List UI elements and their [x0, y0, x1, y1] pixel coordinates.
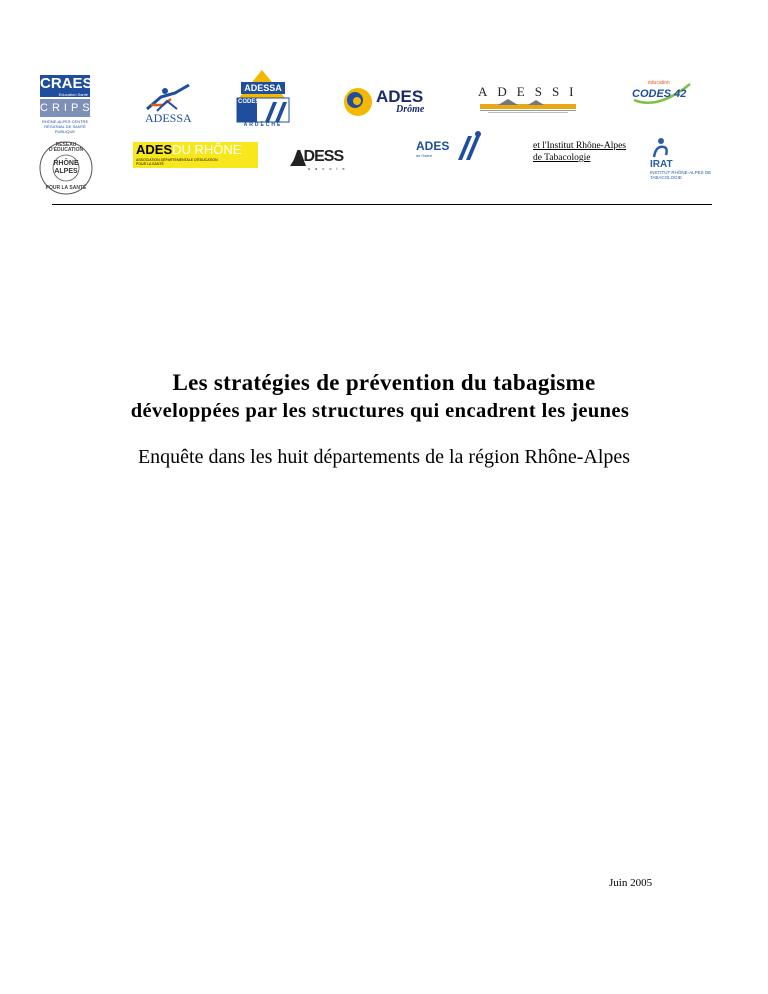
- adessi-main-text: ADESSI: [478, 84, 584, 99]
- adess-savoie-sub-text: savoie: [308, 166, 350, 171]
- ades-drome-logo: [340, 82, 430, 122]
- adess-savoie-logo: [288, 146, 363, 172]
- runner-icon: [141, 83, 193, 113]
- ades-rhone-suffix: DU RHÔNE: [172, 142, 242, 157]
- irat-main-text: IRAT: [650, 159, 673, 170]
- institut-line-1: et l'Institut Rhône-Alpes: [533, 141, 627, 151]
- craes-logo-subtext: Education Santé: [58, 92, 88, 97]
- adessa-logo-text: ADESSA: [145, 111, 192, 125]
- seal-bottom-text: POUR LA SANTÉ: [45, 185, 87, 191]
- ades-drome-main-text: ADES: [376, 87, 424, 106]
- ades-rhone-logo: [133, 142, 258, 168]
- institut-credit-text: [533, 140, 643, 164]
- seal-center-text-1: RHÔNE: [53, 160, 79, 167]
- codes-42-main-text: CODES 42: [632, 88, 687, 100]
- adessi-logo: [478, 84, 584, 118]
- ades-isere-sub-text: de l'Isère: [416, 153, 433, 158]
- crips-logo-footer: RHÔNE-ALPES CENTRE RÉGIONAL DE SANTÉ PUBLIQUE: [41, 119, 89, 134]
- adessa-logo: [141, 83, 193, 125]
- document-title-line-1: Les stratégies de prévention du tabagisme: [172, 370, 596, 395]
- institut-line-2: de Tabacologie: [533, 153, 591, 163]
- reseau-education-sante-logo: [38, 140, 94, 196]
- craes-crips-logo: [40, 75, 94, 134]
- irat-logo: [650, 137, 712, 183]
- ades-rhone-title: [136, 143, 241, 157]
- sun-icon: [340, 84, 376, 120]
- seal-top-text: RÉSEAU D'ÉDUCATION: [48, 142, 84, 153]
- header-divider: [52, 204, 712, 205]
- document-date: Juin 2005: [609, 877, 653, 889]
- adess-savoie-main-text: ADESS: [293, 148, 344, 165]
- seal-center-text-2: ALPES: [54, 168, 78, 175]
- craes-logo-text: CRAES: [40, 75, 90, 97]
- irat-sub-text: INSTITUT RHÔNE-ALPES DE TABACOLOGIE: [650, 170, 712, 180]
- document-subtitle: Enquête dans les huit départements de la région Rhône-Alpes: [137, 446, 631, 468]
- codes-ardeche-graphic: [233, 68, 291, 128]
- document-title-line-2: développées par les structures qui encadrent les jeunes: [130, 400, 630, 422]
- codes-42-top-text: éducation: [648, 80, 670, 86]
- ades-rhone-subtitle: ASSOCIATION DÉPARTEMENTALE D'ÉDUCATION POUR LA SANTÉ: [136, 158, 218, 166]
- ades-isere-main-text: ADES: [416, 139, 450, 153]
- codes-42-logo: [628, 78, 694, 110]
- codes-ardeche-top-text: ADESSA: [244, 83, 282, 93]
- codes-ardeche-bottom-text: ARDÈCHE: [243, 122, 283, 128]
- codes-ardeche-box-text: CODES: [238, 99, 260, 105]
- crips-logo-text: CRIPS: [40, 99, 90, 117]
- ades-rhone-main-text: ADES: [136, 142, 173, 157]
- ades-isere-stripes-graphic: [454, 130, 484, 162]
- codes-ardeche-logo: [233, 68, 291, 128]
- adessi-mountain-band: [478, 98, 578, 114]
- irat-icon: [650, 137, 672, 159]
- ades-isere-logo: [414, 130, 486, 162]
- ades-drome-sub-text: Drôme: [396, 104, 425, 115]
